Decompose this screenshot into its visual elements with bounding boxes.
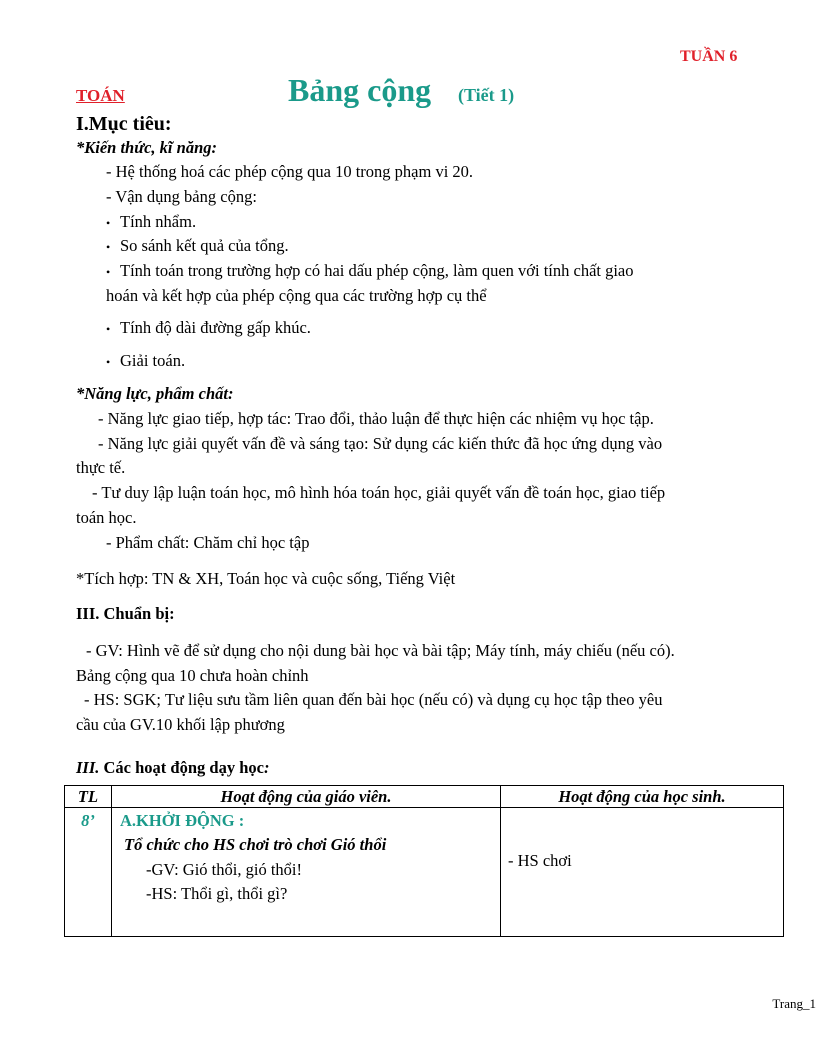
student-cell	[501, 808, 784, 937]
objective-continuation: hoán và kết hợp của phép cộng qua các trường hợp cụ thể	[106, 286, 487, 305]
teacher-line: -HS: Thổi gì, thổi gì?	[146, 884, 288, 903]
bullet-icon: •	[106, 355, 111, 369]
competency-line: thực tế.	[76, 458, 126, 477]
time-cell: 8’	[65, 808, 112, 937]
table-header-row	[65, 786, 784, 808]
activities-table	[64, 785, 784, 937]
objective-bullet-item: • Tính toán trong trường hợp có hai dấu phép cộng, làm quen với tính chất giao	[106, 261, 634, 280]
preparation-line: - GV: Hình vẽ để sử dụng cho nội dung bài học và bài tập; Máy tính, máy chiếu (nếu có).	[86, 641, 675, 660]
objective-bullet-item: • So sánh kết quả của tổng.	[106, 236, 289, 255]
objective-item: - Hệ thống hoá các phép cộng qua 10 trong phạm vi 20.	[106, 162, 474, 181]
objectives-heading: I.Mục tiêu:	[76, 113, 172, 135]
objective-bullet-item: • Tính nhẩm.	[106, 212, 197, 231]
preparation-line: cầu của GV.10 khối lập phương	[76, 715, 285, 734]
objective-bullet-item: • Tính độ dài đường gấp khúc.	[106, 318, 311, 337]
competency-line: - Phẩm chất: Chăm chỉ học tập	[106, 533, 310, 552]
column-header-time: TL	[65, 786, 112, 808]
teacher-cell	[112, 808, 501, 937]
game-instruction: Tổ chức cho HS chơi trò chơi Gió thổi	[124, 835, 387, 854]
activities-heading: III. Các hoạt động dạy học:	[76, 758, 270, 777]
student-activity: - HS chơi	[508, 851, 572, 870]
column-header-student: Hoạt động của học sinh.	[501, 786, 784, 808]
activity-title: A.KHỞI ĐỘNG :	[120, 811, 245, 830]
lesson-period: (Tiết 1)	[458, 85, 515, 105]
preparation-heading: III. Chuẩn bị:	[76, 604, 175, 623]
week-label: TUẦN 6	[680, 48, 738, 65]
knowledge-heading: *Kiến thức, kĩ năng:	[76, 138, 217, 157]
competency-line: - Năng lực giải quyết vấn đề và sáng tạo: Sử dụng các kiến thức đã học ứng dụng vào	[98, 434, 663, 453]
competency-line: toán học.	[76, 508, 137, 527]
subject-label: TOÁN	[76, 86, 125, 105]
competency-heading: *Năng lực, phẩm chất:	[76, 384, 234, 403]
competency-line: - Năng lực giao tiếp, hợp tác: Trao đổi, thảo luận để thực hiện các nhiệm vụ học tập.	[98, 409, 654, 428]
preparation-line: Bảng cộng qua 10 chưa hoàn chỉnh	[76, 666, 309, 685]
bullet-icon: •	[106, 216, 111, 230]
objective-bullet-item: • Giải toán.	[106, 351, 186, 370]
integration-line: *Tích hợp: TN & XH, Toán học và cuộc sống, Tiếng Việt	[76, 569, 456, 588]
bullet-icon: •	[106, 240, 111, 254]
bullet-icon: •	[106, 265, 111, 279]
lesson-title: Bảng cộng	[288, 72, 432, 108]
bullet-icon: •	[106, 322, 111, 336]
column-header-teacher: Hoạt động của giáo viên.	[112, 786, 501, 808]
teacher-line: -GV: Gió thổi, gió thổi!	[146, 860, 302, 879]
competency-line: - Tư duy lập luận toán học, mô hình hóa toán học, giải quyết vấn đề toán học, giao tiếp	[92, 483, 666, 502]
table-row	[65, 808, 784, 937]
preparation-line: - HS: SGK; Tư liệu sưu tầm liên quan đến bài học (nếu có) và dụng cụ học tập theo yêu	[84, 690, 663, 709]
page-number: Trang_1	[772, 996, 816, 1011]
objective-item: - Vận dụng bảng cộng:	[106, 187, 257, 206]
